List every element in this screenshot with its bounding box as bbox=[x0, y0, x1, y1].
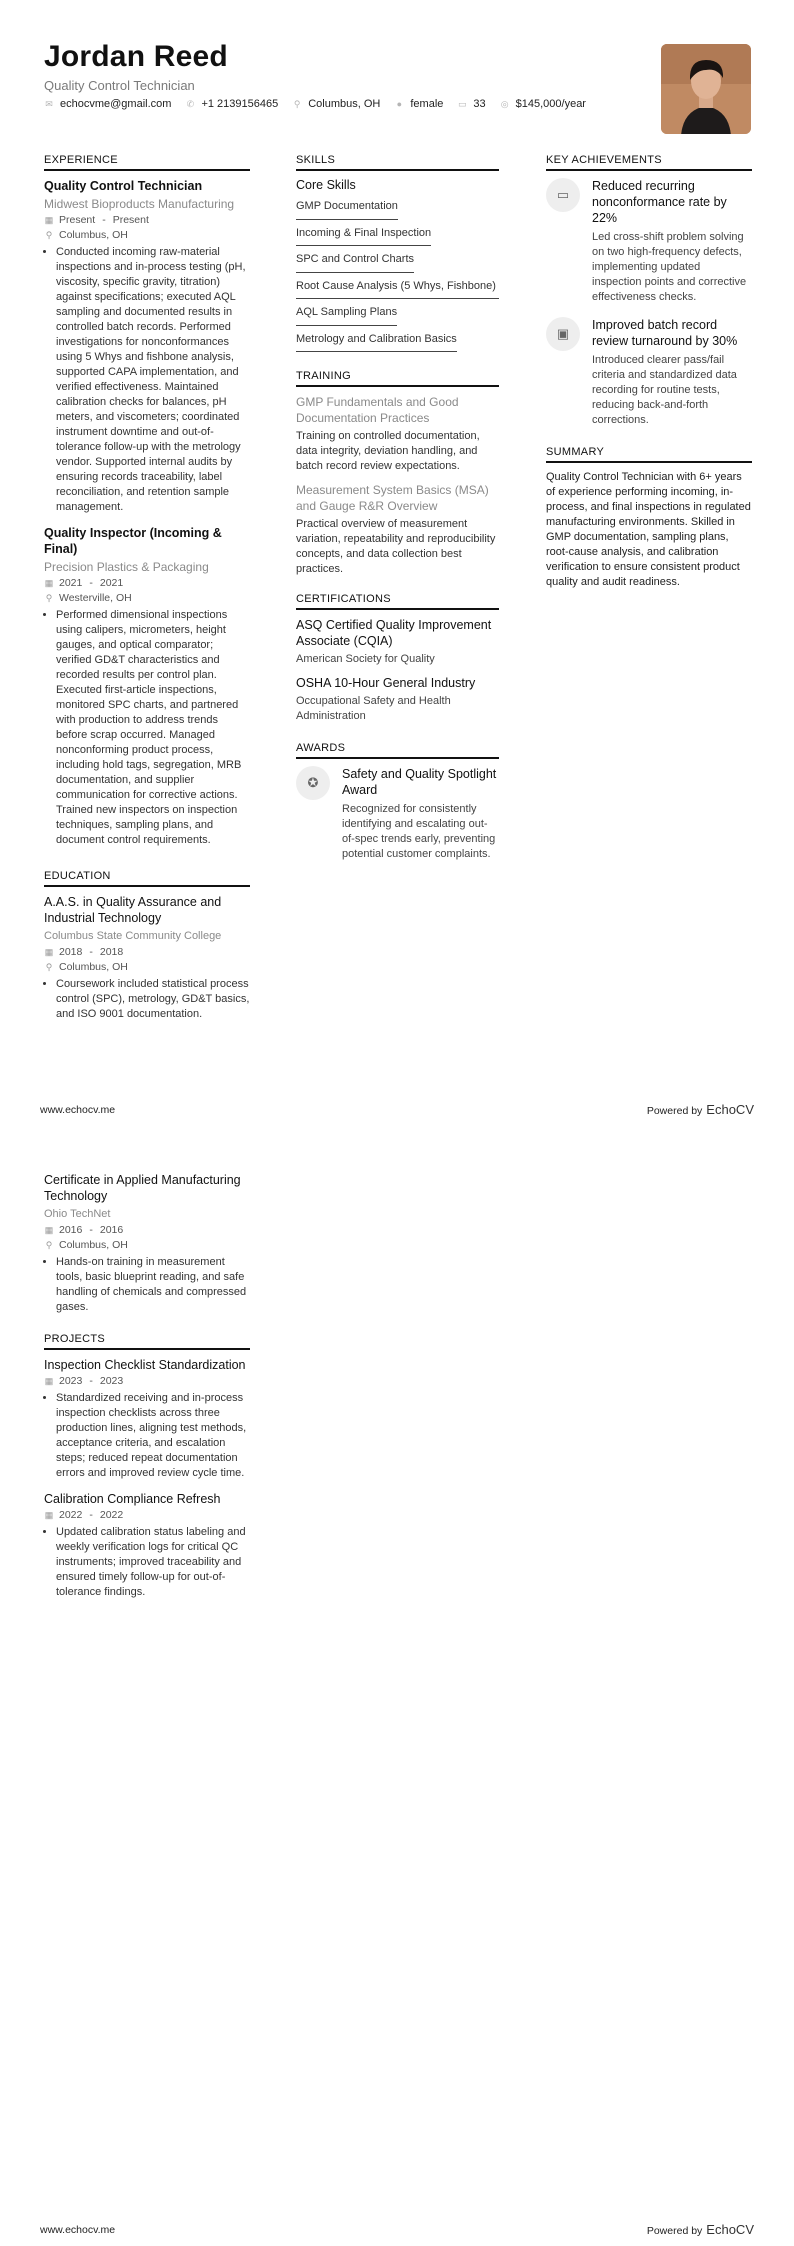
training-title: GMP Fundamentals and Good Documentation Practices bbox=[296, 395, 459, 425]
powered-by-text: Powered by bbox=[646, 1105, 703, 1117]
profile-photo bbox=[661, 44, 751, 134]
contact-phone[interactable] bbox=[185, 98, 278, 110]
monitor-icon: ▣ bbox=[546, 317, 580, 351]
skill-item: GMP Documentation bbox=[296, 195, 398, 220]
powered-by-text: Powered by bbox=[646, 2225, 703, 2237]
brand-logo: EchoCV bbox=[706, 2222, 754, 2237]
education-dates: ▦ 2018 - 2018 bbox=[44, 946, 124, 958]
skill-item: Metrology and Calibration Basics bbox=[296, 328, 457, 353]
contact-phone-text: +1 2139156465 bbox=[201, 98, 279, 110]
award-description: Recognized for consistently identifying and escalating out-of-spec trends early, preventing potential customer complaints. bbox=[342, 803, 496, 860]
contact-bar bbox=[44, 98, 586, 110]
section-heading-certifications: CERTIFICATIONS bbox=[296, 593, 499, 610]
footer-powered-by[interactable] bbox=[647, 1102, 754, 1117]
location-icon: ⚲ bbox=[45, 962, 53, 972]
education-entry bbox=[44, 894, 250, 1022]
project-title: Inspection Checklist Standardization bbox=[44, 1358, 246, 1372]
job-location bbox=[44, 228, 250, 242]
project-entry bbox=[44, 1491, 250, 1600]
school-name: Ohio TechNet bbox=[44, 1208, 111, 1220]
achievement-item bbox=[546, 178, 752, 305]
contact-age-text: 33 bbox=[473, 98, 486, 110]
contact-salary-text: $145,000/year bbox=[515, 98, 586, 110]
date-end: 2021 bbox=[99, 577, 124, 589]
contact-salary bbox=[500, 98, 586, 110]
education-description: • Hands-on training in measurement tools, basic blueprint reading, and safe handling of chemicals and compressed gases. bbox=[56, 1255, 250, 1315]
date-end: 2022 bbox=[99, 1509, 124, 1521]
date-end: 2018 bbox=[99, 946, 124, 958]
calendar-icon: ▦ bbox=[44, 1510, 54, 1520]
education-entry bbox=[44, 1172, 250, 1315]
calendar-icon: ▦ bbox=[44, 1225, 54, 1235]
company-name: Midwest Bioproducts Manufacturing bbox=[44, 197, 235, 211]
skill-item: Incoming & Final Inspection bbox=[296, 222, 431, 247]
skills-group-title: Core Skills bbox=[296, 178, 356, 192]
left-column bbox=[44, 154, 250, 1032]
job-description: • Performed dimensional inspections using calipers, micrometers, height gauges, and optical comparator; verified GD&T characteristics and recorded results per control plan. Executed first-article inspections, monitored SPC charts, and partnered with production to address trends before scrap occurred. Managed nonconforming product process, including hold tags, segregation, MRB documentation, and supplier communication for corrective actions. Trained new inspectors on inspection techniques, sampling plans, and document control requirements. bbox=[56, 608, 250, 848]
calendar-icon: ▭ bbox=[458, 98, 467, 109]
calendar-icon: ▦ bbox=[44, 578, 54, 588]
brand-logo: EchoCV bbox=[706, 1102, 754, 1117]
award-item bbox=[296, 766, 499, 862]
section-heading-achievements: KEY ACHIEVEMENTS bbox=[546, 154, 752, 171]
phone-icon: ✆ bbox=[186, 98, 195, 109]
skill-item: SPC and Control Charts bbox=[296, 248, 414, 273]
date-start: Present bbox=[59, 214, 96, 226]
section-heading-training: TRAINING bbox=[296, 370, 499, 387]
date-start: 2022 bbox=[59, 1509, 83, 1521]
summary-text: Quality Control Technician with 6+ years of experience performing incoming, in-process, and final inspections in regulated manufacturing environments. Skilled in GMP documentation, sampling plans, root-cause analysis, and calibration verification to ensure consistent product quality and audit readiness. bbox=[546, 471, 751, 588]
degree-title: A.A.S. in Quality Assurance and Industrial Technology bbox=[44, 895, 222, 925]
contact-gender-text: female bbox=[410, 98, 444, 110]
experience-entry bbox=[44, 525, 250, 848]
location-text: Columbus, OH bbox=[59, 961, 128, 973]
degree-title: Certificate in Applied Manufacturing Technology bbox=[44, 1173, 241, 1203]
right-column bbox=[546, 154, 752, 590]
project-title: Calibration Compliance Refresh bbox=[44, 1492, 221, 1506]
calendar-icon: ▦ bbox=[44, 215, 54, 225]
skill-item: AQL Sampling Plans bbox=[296, 301, 397, 326]
contact-email[interactable] bbox=[44, 98, 171, 110]
section-heading-education: EDUCATION bbox=[44, 870, 250, 887]
training-description: Training on controlled documentation, data integrity, deviation handling, and batch record review expectations. bbox=[296, 430, 480, 472]
section-heading-experience: EXPERIENCE bbox=[44, 154, 250, 171]
experience-entry bbox=[44, 178, 250, 515]
footer-site-link[interactable]: www.echocv.me bbox=[40, 2224, 116, 2236]
job-dates: ▦ 2021 - 2021 bbox=[44, 577, 124, 589]
project-entry bbox=[44, 1357, 250, 1481]
calendar-icon: ▦ bbox=[44, 947, 54, 957]
achievement-item bbox=[546, 317, 752, 428]
location-text: Westerville, OH bbox=[59, 592, 132, 604]
job-location bbox=[44, 591, 250, 605]
location-text: Columbus, OH bbox=[59, 229, 128, 241]
date-end: Present bbox=[112, 214, 149, 226]
school-name: Columbus State Community College bbox=[44, 930, 222, 942]
contact-location-text: Columbus, OH bbox=[308, 98, 381, 110]
contact-location bbox=[292, 98, 380, 110]
contact-age bbox=[457, 98, 485, 110]
date-start: 2023 bbox=[59, 1375, 83, 1387]
date-end: 2016 bbox=[99, 1224, 124, 1236]
certification-title: ASQ Certified Quality Improvement Associate (CQIA) bbox=[296, 618, 492, 648]
achievement-description: Led cross-shift problem solving on two high-frequency defects, implementing updated inspection points and corrective effectiveness checks. bbox=[592, 231, 747, 303]
salary-icon: ◎ bbox=[500, 98, 509, 109]
project-description: • Updated calibration status labeling and weekly verification logs for critical QC instruments; improved traceability and ensured timely follow-up for out-of-tolerance findings. bbox=[56, 1525, 250, 1600]
job-dates: ▦ Present - Present bbox=[44, 214, 149, 226]
person-icon: ● bbox=[396, 98, 403, 109]
calendar-icon: ▦ bbox=[44, 1376, 54, 1386]
location-icon: ⚲ bbox=[45, 230, 53, 240]
resume-page-2 bbox=[0, 1130, 794, 2246]
education-location bbox=[44, 1238, 250, 1252]
contact-gender bbox=[394, 98, 443, 110]
calendar-icon: ▭ bbox=[546, 178, 580, 212]
footer-powered-by[interactable] bbox=[647, 2222, 754, 2237]
achievement-description: Introduced clearer pass/fail criteria and standardized data recording for routine tests, reducing back-and-forth corrections. bbox=[592, 354, 737, 426]
job-title: Quality Inspector (Incoming & Final) bbox=[44, 526, 222, 556]
middle-column bbox=[296, 154, 499, 874]
location-icon: ⚲ bbox=[293, 98, 301, 109]
certification-issuer: American Society for Quality bbox=[296, 653, 435, 665]
education-location bbox=[44, 960, 250, 974]
achievement-title: Improved batch record review turnaround by 30% bbox=[592, 318, 738, 348]
section-heading-summary: SUMMARY bbox=[546, 446, 752, 463]
location-icon: ⚲ bbox=[45, 1240, 53, 1250]
training-title: Measurement System Basics (MSA) and Gauge R&R Overview bbox=[296, 483, 489, 513]
project-dates: ▦ 2023 - 2023 bbox=[44, 1375, 124, 1387]
award-icon: ✪ bbox=[296, 766, 330, 800]
date-start: 2021 bbox=[59, 577, 83, 589]
footer-site-link[interactable]: www.echocv.me bbox=[40, 1104, 116, 1116]
project-description: • Standardized receiving and in-process inspection checklists across three production lines, aligning test methods, acceptance criteria, and escalation steps; reduced repeat documentation errors and improved review cycle time. bbox=[56, 1391, 250, 1481]
job-description: • Conducted incoming raw-material inspections and in-process testing (pH, viscosity, specific gravity, titration) against specifications; executed AQL sampling and documented results in controlled batch records. Performed investigations for nonconformances using 5 Whys and fishbone analysis, supported CAPA implementation, and verified effectiveness. Maintained calibration checks for balances, pH meters, and viscometers; coordinated instrument downtime and out-of-tolerance follow-up with the metrology vendor. Supported internal audits by ensuring records traceability, label reconciliation, and retention sample management. bbox=[56, 245, 250, 515]
job-title: Quality Control Technician bbox=[44, 179, 203, 193]
location-icon: ⚲ bbox=[45, 593, 53, 603]
contact-email-text: echocvme@gmail.com bbox=[60, 98, 172, 110]
skill-item: Root Cause Analysis (5 Whys, Fishbone) bbox=[296, 275, 499, 300]
candidate-title: Quality Control Technician bbox=[44, 78, 195, 93]
certification-issuer: Occupational Safety and Health Administration bbox=[296, 695, 451, 722]
achievement-title: Reduced recurring nonconformance rate by 22% bbox=[592, 179, 727, 225]
candidate-name: Jordan Reed bbox=[44, 40, 228, 73]
company-name: Precision Plastics & Packaging bbox=[44, 560, 209, 574]
email-icon: ✉ bbox=[45, 98, 53, 109]
date-start: 2016 bbox=[59, 1224, 83, 1236]
education-description: • Coursework included statistical process control (SPC), metrology, GD&T basics, and ISO 9001 documentation. bbox=[56, 977, 250, 1022]
location-text: Columbus, OH bbox=[59, 1239, 128, 1251]
section-heading-skills: SKILLS bbox=[296, 154, 499, 171]
certification-title: OSHA 10-Hour General Industry bbox=[296, 676, 476, 690]
section-heading-projects: PROJECTS bbox=[44, 1333, 250, 1350]
date-end: 2023 bbox=[99, 1375, 124, 1387]
project-dates: ▦ 2022 - 2022 bbox=[44, 1509, 124, 1521]
award-title: Safety and Quality Spotlight Award bbox=[342, 767, 497, 797]
section-heading-awards: AWARDS bbox=[296, 742, 499, 759]
date-start: 2018 bbox=[59, 946, 83, 958]
left-column-page-2 bbox=[44, 1172, 250, 1610]
education-dates: ▦ 2016 - 2016 bbox=[44, 1224, 124, 1236]
training-description: Practical overview of measurement variation, repeatability and reproducibility concepts, and data collection best practices. bbox=[296, 518, 496, 575]
